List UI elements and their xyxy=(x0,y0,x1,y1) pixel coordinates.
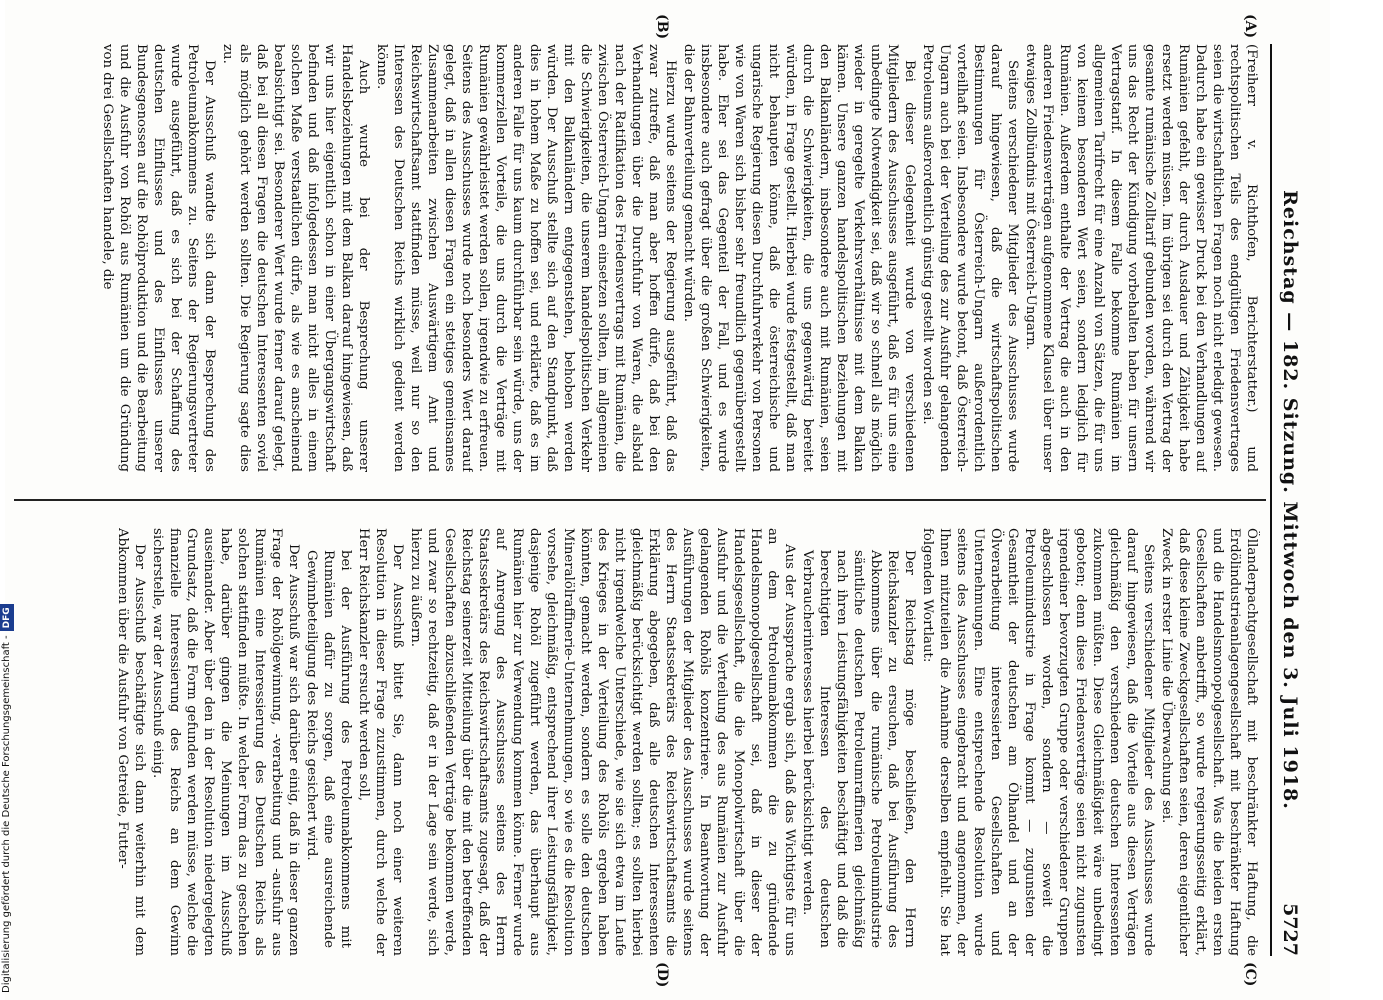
page-number: 5727 xyxy=(1279,903,1301,956)
paragraph: Bei dieser Gelegenheit wurde von verschiedenen Mitgliedern des Ausschusses ausgeführt, daß es für uns eine unbedingte Notwendigkeit sei, daß wir so schnell als möglich wieder in geregelte Verkehrsverhältnisse mit dem Balkan kämen. Unsere ganzen handelspolitischen Beziehungen mit den Balkanländern, insbesondere auch mit Rumänien, seien durch die Schwierigkeiten, die uns gegenwärtig bereitet würden, in Frage gestellt. Hierbei wurde festgestellt, daß man nicht behaupten könne, daß die österreichische und ungarische Regierung diesen Durchfuhrverkehr von Personen wie von Waren sich bisher sehr freundlich gegenübergestellt habe. Eher sei das Gegenteil der Fall, und es wurde insbesondere auch gefragt über die großen Schwierigkeiten, die der Bahnverteilung gemacht würden. xyxy=(681,44,917,472)
resolution-quote: bei der Ausführung des Petroleumabkommens mit Rumänien dafür zu sorgen, daß eine ausreichende Gewinnbeteiligung des Reichs gesichert wird. xyxy=(304,550,353,948)
page-header xyxy=(1270,44,1308,956)
document-page xyxy=(5,0,1330,1000)
margin-marker-a: (A) xyxy=(1242,14,1258,39)
resolution-quote: Der Reichstag möge beschließen, den Herrn Reichskanzler zu ersuchen, daß bei Ausführung des Abkommens über die rumänische Petroleumindustrie sämtliche deutschen Petroleumraffinerien gleichmäßig nach ihren Leistungsfähigkeiten beschäftigt und daß die berechtigten Interessen des deutschen Verbraucherinteresses hierbei berücksichtigt werden. xyxy=(800,550,917,948)
paragraph: Öllanderpachtgesellschaft mit beschränkter Haftung, die Erdölindustrieanlagengesellschaft mit beschränkter Haftung und die Handelsmonopolgesellschaft. Was die beiden ersten Gesellschaften anbetrifft, so wurde regierungsseitig erklärt, daß diese kleine Zweckgesellschaften seien, deren eigentlicher Zweck in erster Linie die Überwachung sei. xyxy=(1159,528,1259,956)
right-column xyxy=(15,528,1260,956)
paragraph: Der Ausschuß beschäftigte sich dann weiterhin mit dem Abkommen über die Ausfuhr von Getreide, Futter- xyxy=(115,528,147,956)
page-title: Reichstag — 182. Sitzung. Mittwoch den 3. Juli 1918. xyxy=(1279,190,1301,810)
paragraph: Auch wurde bei der Besprechung unserer Handelsbeziehungen mit dem Balkan darauf hingewiesen, daß wir uns hier eigentlich schon in einer Übergangswirtschaft befinden und daß infolgedessen man nicht alles in einem solchen Maße verstaatlichen dürfe, als wie es anscheinend beabsichtigt sei. Besonderer Wert wurde ferner darauf gelegt, daß bei all diesen Fragen die deutschen Interessenten soviel als möglich gehört werden sollten. Die Regierung sagte dies zu. xyxy=(220,44,371,472)
paragraph: (Freiherr v. Richthofen, Berichterstatter.) und rechtspolitischen Teils des endgültigen Friedensvertrages seien die wirtschaftlichen Fragen noch nicht erledigt gewesen. Dadurch habe ein gewisser Druck bei den Verhandlungen auf Rumänien gefehlt, der durch Ausdauer und Zähigkeit habe ersetzt werden müssen. Im übrigen sei durch den Vertrag der gesamte rumänische Zolltarif gebunden worden, während wir uns das Recht der Kündigung vorbehalten haben für unsern Vertragstarif. In diesem Falle bekomme Rumänien im allgemeinen Tarifrecht für eine Anzahl von Sätzen, die für uns von keinem besonderen Wert seien, sondern lediglich für Rumänien. Außerdem enthalte der Vertrag die auch in den anderen Friedensverträgen aufgenommene Klausel über unser etwaiges Zollbündnis mit Österreich-Ungarn. xyxy=(1023,44,1259,472)
margin-marker-b: (B) xyxy=(654,14,670,40)
digitization-footer xyxy=(0,0,14,1000)
column-divider xyxy=(14,499,1266,501)
footer-credit: Digitalisierung gefördert durch die Deutsche Forschungsgemeinschaft - xyxy=(1,635,12,993)
paragraph: Aus der Aussprache ergab sich, daß das Wichtigste für uns an dem Petroleumabkommen die zu gründende Handelsmonopolgesellschaft sei, daß in dieser der Handelsgesellschaft, die die Monopolwirtschaft über die Ausfuhr und die Verteilung des aus Rumänien zur Ausfuhr gelangenden Rohöls konzentriere. In Beantwortung der Ausführungen der Mitglieder des Ausschusses wurde seitens des Herrn Staatssekretärs des Reichswirtschaftsamts die Erklärung abgegeben, daß alle deutschen Interessenten gleichmäßig berücksichtigt werden sollten; es sollten hierbei nicht irgendwelche Unterschiede, wie sie sich etwa im Laufe des Krieges in der Verteilung des Rohöls ergeben haben könnten, gemacht werden, sondern es solle den deutschen Mineralölraffinerie-Unternehmungen, so wie es die Resolution vorsehe, gleichmäßig, entsprechend ihrer Leistungsfähigkeit, dasjenige Rohöl zugeführt werden, das überhaupt aus Rumänien hier zur Verwendung kommen könne. Ferner wurde auf Anregung des Ausschusses seitens des Herrn Staatssekretärs des Reichswirtschaftsamts zugesagt, daß der Reichstag seinerzeit Mitteilung über die mit den betreffenden Gesellschaften abzuschließenden Verträge bekommen werde, und zwar so rechtzeitig, daß er in der Lage sein werde, sich hierzu zu äußern. xyxy=(408,528,797,956)
margin-marker-d: (D) xyxy=(654,962,670,988)
paragraph: Seitens verschiedener Mitglieder des Ausschusses wurde darauf hingewiesen, daß die Vorteile aus diesen Verträgen gleichmäßig den verschiedenen deutschen Interessenten zukommen müßten. Diese Gleichmäßigkeit wäre unbedingt geboten; denn diese Friedensverträge seien nicht zugunsten irgendeiner bevorzugten Gruppe oder verschiedener Gruppen abgeschlossen worden, sondern — soweit die Petroleumindustrie in Frage kommt — zugunsten der Gesamtheit der deutschen am Ölhandel und an der Ölverarbeitung interessierten Gesellschaften und Unternehmungen. Eine entsprechende Resolution wurde seitens des Ausschusses eingebracht und angenommen, der Ihnen mitzuteilen die Annahme derselben empfiehlt. Sie hat folgenden Wortlaut: xyxy=(920,528,1156,956)
paragraph: Der Ausschuß bittet Sie, dann noch einer weiteren Resolution in dieser Frage zuzustimmen, durch welche der Herr Reichskanzler ersucht werden soll, xyxy=(356,528,405,956)
margin-marker-c: (C) xyxy=(1242,962,1258,987)
paragraph: Seitens verschiedener Mitglieder des Ausschusses wurde darauf hingewiesen, daß die wirtschaftspolitischen Bestimmungen für Österreich-Ungarn außerordentlich vorteilhaft seien. Insbesondere wurde betont, daß Österreich-Ungarn auch bei der Verteilung des zur Ausfuhr gelangenden Petroleums außerordentlich günstig gestellt worden sei. xyxy=(920,44,1020,472)
paragraph: Der Ausschuß war sich darüber einig, daß in dieser ganzen Frage der Rohölgewinnung, -verarbeitung und -ausfuhr aus Rumänien eine Interessierung des Deutschen Reichs als solchen stattfinden müßte. In welcher Form das zu geschehen habe, darüber gingen die Meinungen im Ausschuß auseinander. Aber über den in der Resolution niedergelegten Grundsatz, daß die Form gefunden werden müsse, welche die finanzielle Interessierung des Reichs an dem Gewinn sicherstelle, war der Ausschuß einig. xyxy=(150,528,301,956)
paragraph: Hierzu wurde seitens der Regierung ausgeführt, daß das zwar zutreffe, daß man aber hoffen dürfe, daß bei den Verhandlungen über die Durchfuhr von Waren, die alsbald nach der Ratifikation des Friedensvertrags mit Rumänien, die zwischen Österreich-Ungarn einsetzen sollten, im allgemeinen die Schwierigkeiten, die unserem handelspolitischen Verkehr mit den Balkanländern entgegenstehen, behoben werden würden. Der Ausschuß stellte sich auf den Standpunkt, daß dies in hohem Maße zu hoffen sei, und erklärte, daß es im anderen Falle für uns kaum durchführbar sein würde, uns der kommerziellen Vorteile, die uns durch die Verträge mit Rumänien gewährleistet werden sollen, irgendwie zu erfreuen. Seitens des Ausschusses wurde noch besonders Wert darauf gelegt, daß in allen diesen Fragen ein stetiges gemeinsames Zusammenarbeiten zwischen Auswärtigem Amt und Reichswirtschaftsamt stattfinden müsse, weil nur so den Interessen des Deutschen Reichs wirklich gedient werden könne. xyxy=(374,44,678,472)
dfg-logo: DFG xyxy=(0,604,14,631)
paragraph: Der Ausschuß wandte sich dann der Besprechung des Petroleumabkommens zu. Seitens der Regierungsvertreter wurde ausgeführt, daß es sich bei der Schaffung des deutschen Einflusses und des Einflusses unserer Bundesgenossen auf die Rohölproduktion und die Bearbeitung und die Ausfuhr von Rohöl aus Rumänien um die Gründung von drei Gesellschaften handele, die xyxy=(100,44,217,472)
left-column xyxy=(15,44,1260,472)
